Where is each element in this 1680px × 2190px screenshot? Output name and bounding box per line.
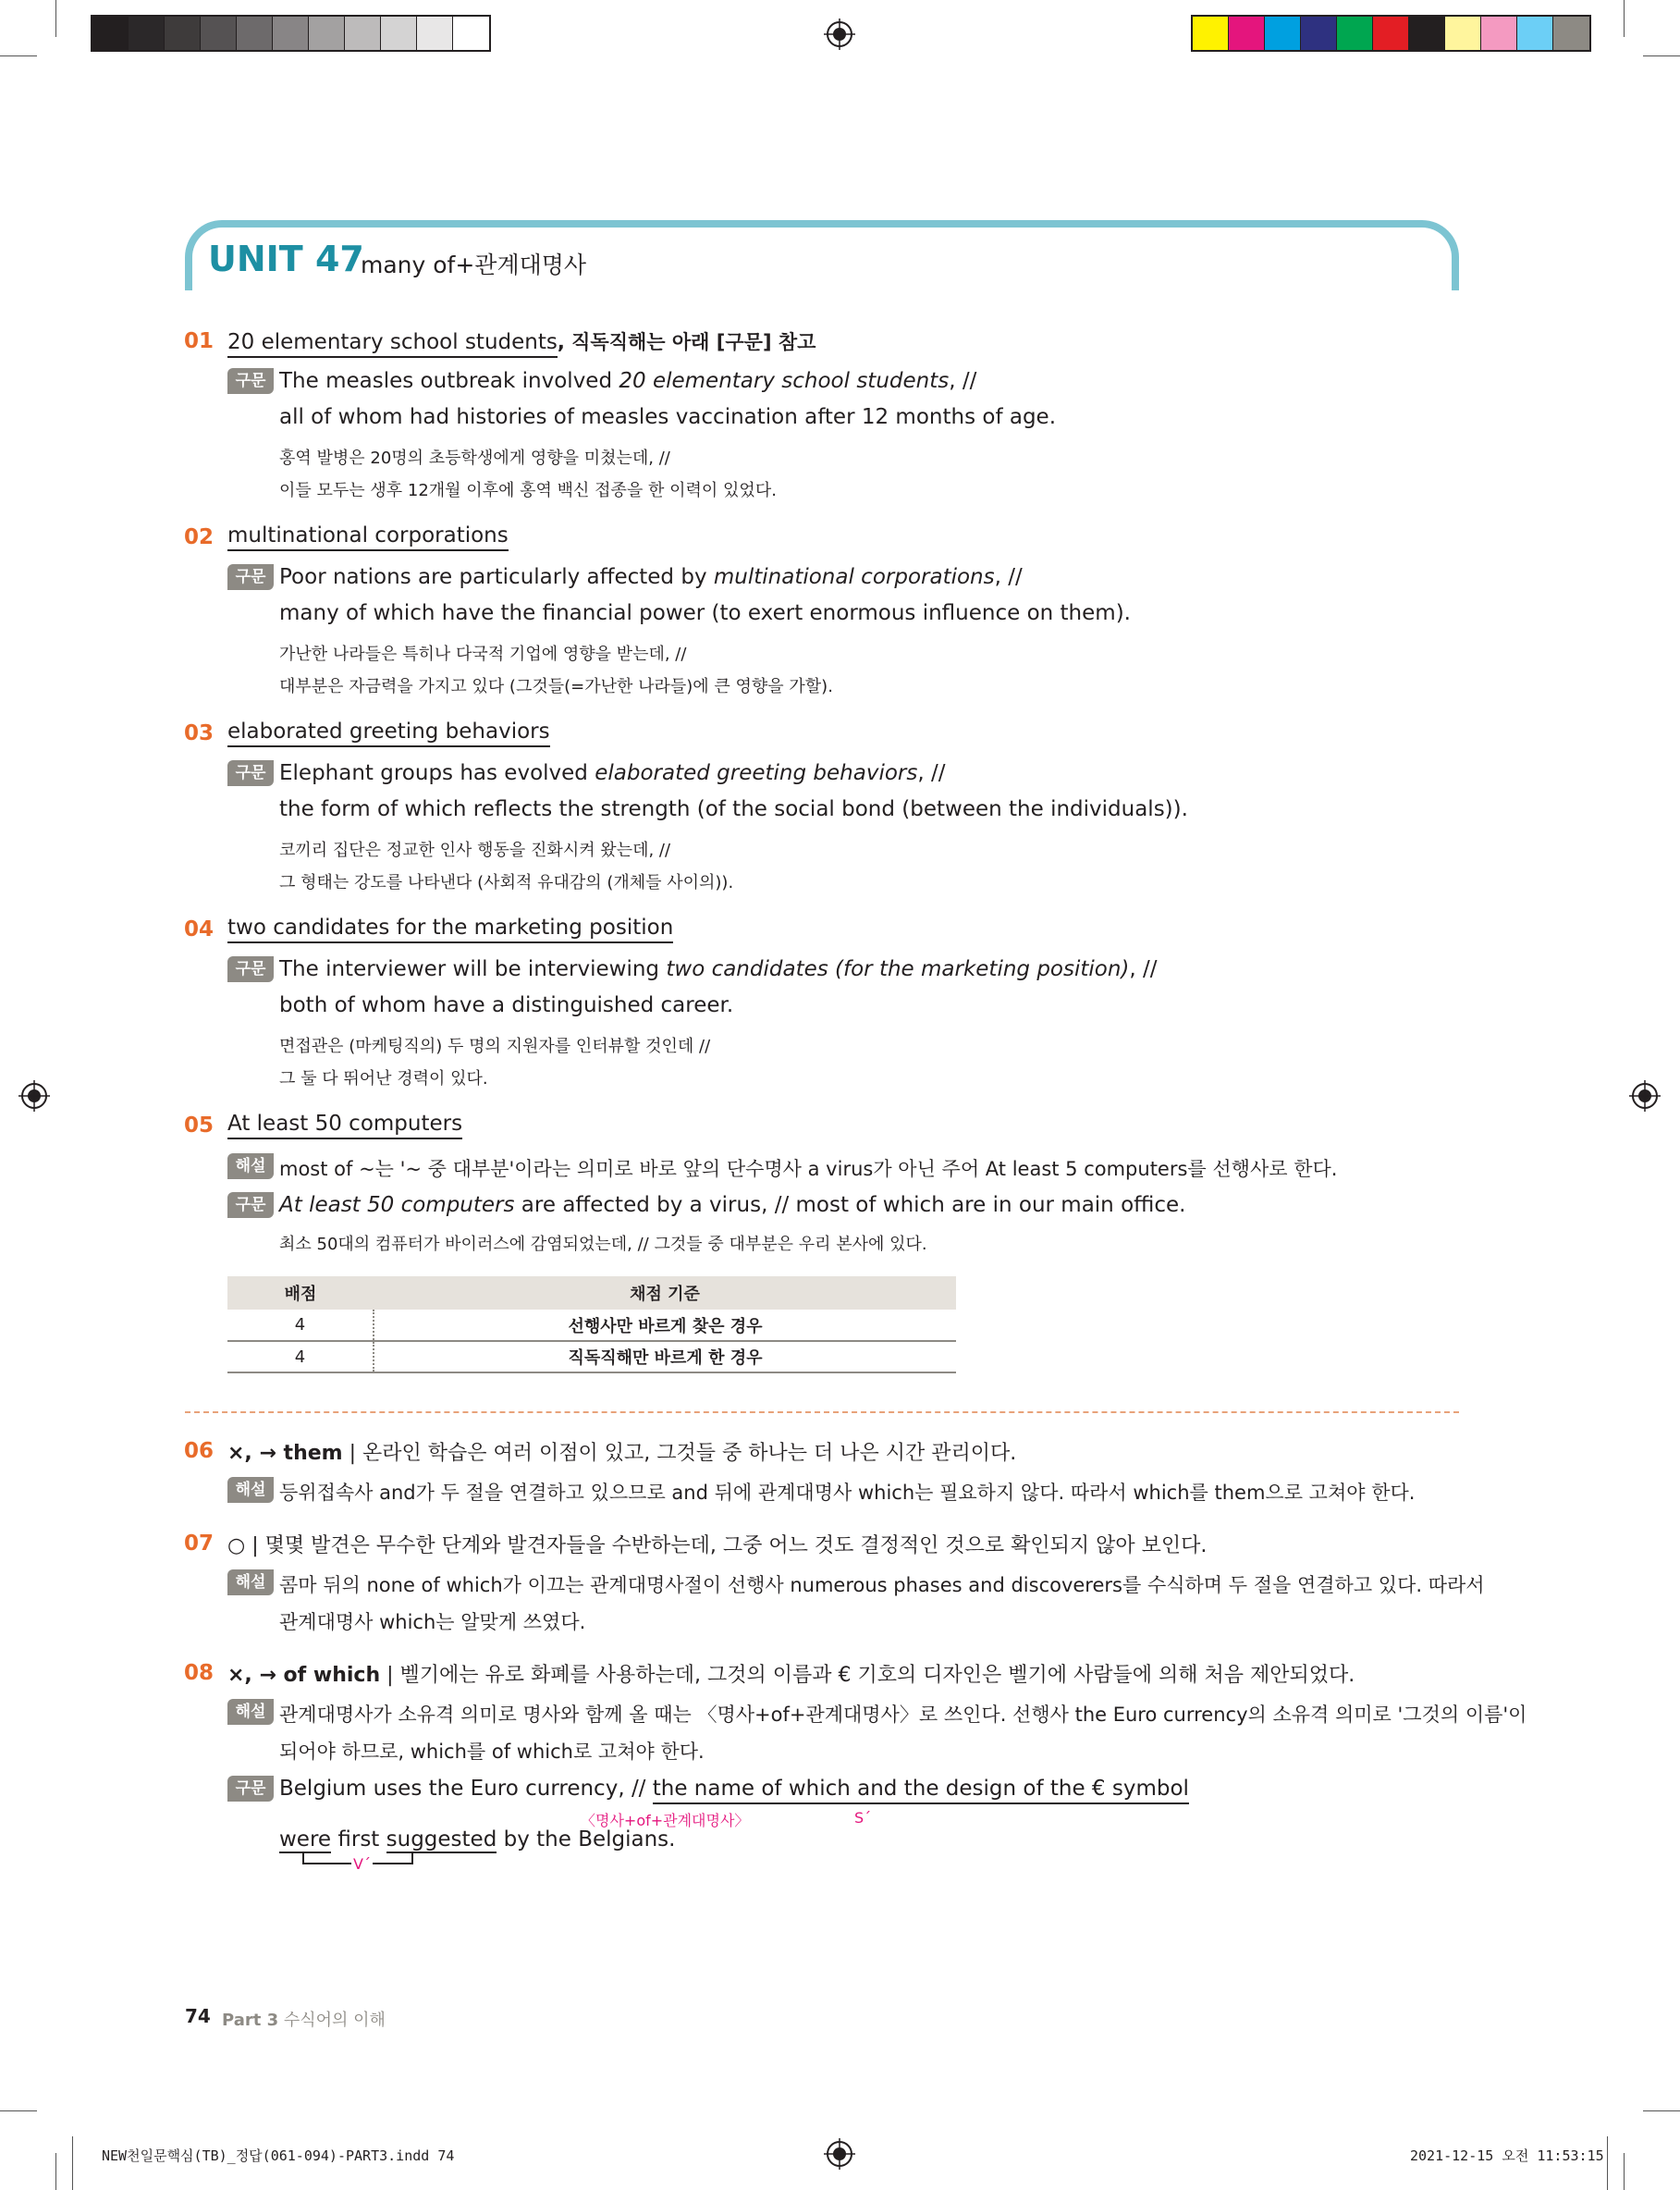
answer-translation: | 벨기에는 유로 화폐를 사용하는데, 그것의 이름과 € 기호의 디자인은 벨기에 사람들에 의해 처음 제안되었다. [380,1664,1355,1687]
answer-text: them [283,1442,343,1465]
registration-mark-icon [824,2138,855,2170]
sentence-part: , // [949,369,977,393]
english-sentence: many of which have the financial power (to exert enormous influence on them). [279,601,1131,625]
gray-swatch [237,17,273,50]
answer-note: , 직독직해는 아래 [구문] 참고 [557,331,816,353]
antecedent: two candidates (for the marketing position) [666,957,1130,981]
color-swatch [1553,17,1589,50]
english-sentence: all of whom had histories of measles vaccination after 12 months of age. [279,405,1057,429]
explanation-tag: 해설 [227,1153,274,1179]
explanation-text: 되어야 하므로, which를 of which로 고쳐야 한다. [279,1741,705,1763]
answer [227,1530,1207,1558]
syntax-tag: 구문 [227,368,274,394]
question-number: 06 [184,1439,215,1463]
question-number: 07 [184,1532,215,1556]
antecedent: elaborated greeting behaviors [595,761,918,785]
question-number: 01 [184,329,215,353]
answer-text: multinational corporations [227,523,509,551]
gray-swatch [309,17,345,50]
antecedent: multinational corporations [713,565,995,589]
color-swatch [1373,17,1409,50]
sentence-part: are affected by a virus, // most of which are in our main office. [514,1193,1186,1217]
slug-file-info: NEW천일문핵심(TB)_정답(061-094)-PART3.indd 74 [102,2147,455,2164]
page-number: 74 [185,2005,211,2027]
process-color-bar [1191,15,1591,52]
explanation-tag: 해설 [227,1477,274,1503]
color-swatch [1517,17,1553,50]
answer-text: At least 50 computers [227,1112,462,1139]
explanation-tag: 해설 [227,1699,274,1725]
sentence-part: Belgium uses the Euro currency, // [279,1777,653,1801]
color-swatch [1193,17,1229,50]
gray-swatch [273,17,309,50]
registration-mark-icon [1629,1080,1661,1112]
explanation-text: 관계대명사가 소유격 의미로 명사와 함께 올 때는 〈명사+of+관계대명사〉로 쓰인다. 선행사 the Euro currency의 소유격 의미로 '그것의 이름'이 [279,1704,1527,1726]
answer-text: of which [283,1664,381,1687]
part-label [222,2007,386,2031]
crop-mark [1624,0,1625,37]
explanation-tag: 해설 [227,1569,274,1595]
crop-mark [1643,55,1680,56]
korean-translation: 이들 모두는 생후 12개월 이후에 홍역 백신 접종을 한 이력이 있었다. [279,481,777,500]
english-sentence [279,957,1158,981]
slug-date-info: 2021-12-15 오전 11:53:15 [1410,2147,1604,2164]
color-swatch [1409,17,1445,50]
part-title: 수식어의 이해 [278,2011,386,2030]
answer [227,720,550,744]
color-swatch [1481,17,1517,50]
crop-mark [0,55,37,56]
antecedent: At least 50 computers [279,1193,515,1217]
question-number: 02 [184,525,215,549]
color-swatch [1301,17,1337,50]
english-sentence [279,761,945,785]
scoring-table [227,1276,956,1373]
unit-title: many of+관계대명사 [361,252,587,278]
antecedent: 20 elementary school students [619,369,950,393]
answer-mark: ×, → [227,1664,284,1687]
gray-swatch [453,17,489,50]
syntax-tag: 구문 [227,1192,274,1218]
sentence-part: The measles outbreak involved [279,369,619,393]
sentence-part: first [331,1827,386,1852]
answer-mark: ○ [227,1534,246,1557]
grammar-annotation: 〈명사+of+관계대명사〉 [581,1812,750,1829]
korean-translation: 코끼리 집단은 정교한 인사 행동을 진화시켜 왔는데, // [279,841,671,860]
crop-mark [1624,2153,1625,2190]
explanation-text: 관계대명사 which는 알맞게 쓰였다. [279,1611,586,1633]
verb-part: suggested [386,1827,497,1852]
crop-mark [1607,2136,1608,2190]
answer [227,1659,1355,1688]
korean-translation: 대부분은 자금력을 가지고 있다 (그것들(=가난한 나라들)에 큰 영향을 가할). [279,677,833,696]
subject-marker: S´ [854,1809,872,1827]
syntax-tag: 구문 [227,564,274,590]
question-number: 03 [184,721,215,745]
answer-translation: | 온라인 학습은 여러 이점이 있고, 그것들 중 하나는 더 나은 시간 관리이다. [342,1442,1017,1465]
column-header: 채점 기준 [374,1276,956,1310]
section-divider [185,1411,1459,1413]
syntax-tag: 구문 [227,760,274,786]
crop-mark [55,2153,56,2190]
korean-translation: 가난한 나라들은 특히나 다국적 기업에 영향을 받는데, // [279,645,687,664]
gray-swatch [381,17,417,50]
criteria-cell: 선행사만 바르게 찾은 경우 [374,1310,956,1341]
english-sentence [279,1193,1185,1217]
question-number: 04 [184,917,215,941]
answer-text: 20 elementary school students [227,330,558,358]
question-number: 08 [184,1661,215,1685]
explanation-text: most of ~는 '~ 중 대부분'이라는 의미로 바로 앞의 단수명사 a virus가 아닌 주어 At least 5 computers를 선행사로 한다. [279,1158,1338,1180]
gray-swatch [129,17,165,50]
sentence-part: The interviewer will be interviewing [279,957,667,981]
color-swatch [1265,17,1301,50]
answer-text: two candidates for the marketing position [227,916,673,943]
korean-translation: 그 둘 다 뛰어난 경력이 있다. [279,1069,488,1089]
verb-part: were [279,1827,332,1852]
answer [227,523,509,548]
answer [227,327,815,355]
part-number: Part 3 [222,2011,279,2030]
color-swatch [1445,17,1481,50]
crop-mark [72,2136,73,2190]
explanation-text: 등위접속사 and가 두 절을 연결하고 있으므로 and 뒤에 관계대명사 which는 필요하지 않다. 따라서 which를 them으로 고쳐야 한다. [279,1482,1416,1504]
answer-text: elaborated greeting behaviors [227,720,550,747]
gray-color-bar [91,15,491,52]
syntax-tag: 구문 [227,956,274,982]
registration-mark-icon [18,1080,50,1112]
answer-translation: | 몇몇 발견은 무수한 단계와 발견자들을 수반하는데, 그중 어느 것도 결정적인 것으로 확인되지 않아 보인다. [245,1534,1208,1557]
sentence-part: , // [917,761,946,785]
subject-phrase: the name of which and the design of the € symbol [653,1777,1189,1804]
registration-mark-icon [824,18,855,50]
sentence-part: Elephant groups has evolved [279,761,595,785]
answer-mark: ×, → [227,1442,284,1465]
english-sentence: the form of which reflects the strength (of the social bond (between the individuals)). [279,797,1188,821]
english-sentence: both of whom have a distinguished career. [279,993,734,1017]
criteria-cell: 직독직해만 바르게 한 경우 [374,1341,956,1372]
korean-translation: 홍역 발병은 20명의 초등학생에게 영향을 미쳤는데, // [279,449,670,468]
color-swatch [1229,17,1265,50]
unit-label: UNIT 47 [208,239,364,279]
score-cell: 4 [227,1310,374,1341]
korean-translation: 면접관은 (마케팅직의) 두 명의 지원자를 인터뷰할 것인데 // [279,1037,711,1056]
korean-translation: 그 형태는 강도를 나타낸다 (사회적 유대감의 (개체들 사이의)). [279,873,734,892]
gray-swatch [92,17,129,50]
gray-swatch [165,17,201,50]
table-row [227,1341,956,1372]
score-cell: 4 [227,1341,374,1372]
gray-swatch [417,17,453,50]
answer [227,1112,462,1136]
crop-mark [0,2110,37,2111]
table-row [227,1310,956,1341]
gray-swatch [345,17,381,50]
korean-translation: 최소 50대의 컴퓨터가 바이러스에 감염되었는데, // 그것들 중 대부분은 우리 본사에 있다. [279,1235,927,1254]
verb-marker: V´ [353,1855,371,1873]
english-sentence [279,565,1023,589]
english-sentence [279,1777,1189,1801]
color-swatch [1337,17,1373,50]
answer [227,1437,1016,1466]
crop-mark [1643,2110,1680,2111]
question-number: 05 [184,1113,215,1138]
sentence-part: Poor nations are particularly affected by [279,565,714,589]
sentence-part: , // [994,565,1023,589]
explanation-text: 콤마 뒤의 none of which가 이끄는 관계대명사절이 선행사 numerous phases and discoverers를 수식하며 두 절을 연결하고 있다. 따라서 [279,1574,1485,1596]
table-header-row [227,1276,956,1310]
gray-swatch [201,17,237,50]
sentence-part: by the Belgians. [497,1827,676,1852]
english-sentence [279,369,976,393]
answer [227,916,673,940]
syntax-tag: 구문 [227,1776,274,1802]
column-header: 배점 [227,1276,374,1310]
crop-mark [55,0,56,37]
english-sentence [279,1827,675,1852]
sentence-part: , // [1129,957,1158,981]
